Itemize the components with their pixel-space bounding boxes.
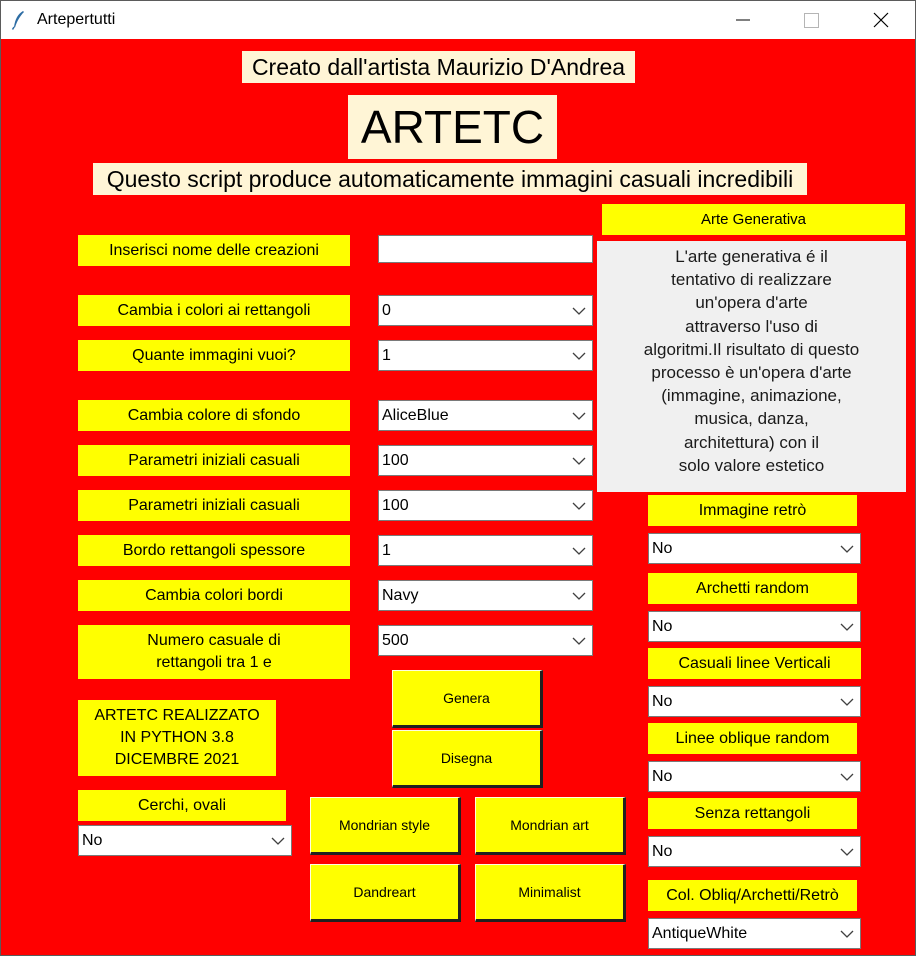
minimize-icon (719, 1, 765, 39)
close-button[interactable] (858, 1, 904, 39)
col-obliq-select[interactable] (648, 918, 861, 949)
numero-rettangoli-value: 500 (382, 631, 409, 649)
numero-rettangoli-label (78, 625, 350, 679)
credits-box (78, 700, 276, 776)
archetti-random-value: No (652, 617, 673, 635)
info-line: musica, danza, (694, 409, 809, 429)
close-icon (858, 1, 904, 39)
chevron-down-icon (837, 617, 857, 637)
nome-creazioni-input[interactable] (378, 235, 593, 263)
credits-line3: DICEMBRE 2021 (114, 751, 240, 768)
linee-verticali-label: Casuali linee Verticali (648, 648, 861, 679)
quante-immagini-label: Quante immagini vuoi? (78, 340, 350, 371)
numero-rettangoli-label-line1: Numero casuale di (147, 632, 281, 649)
info-line: attraverso l'uso di (685, 316, 818, 336)
nome-creazioni-label: Inserisci nome delle creazioni (78, 235, 350, 266)
chevron-down-icon (569, 586, 589, 606)
colore-sfondo-value: AliceBlue (382, 406, 449, 424)
info-line: processo è un'opera d'arte (651, 363, 852, 383)
parametri-iniziali-1-select[interactable] (378, 445, 593, 476)
main-area (1, 39, 915, 955)
linee-verticali-value: No (652, 692, 673, 710)
mondrian-art-button[interactable]: Mondrian art (475, 797, 626, 855)
chevron-down-icon (837, 539, 857, 559)
colore-sfondo-label: Cambia colore di sfondo (78, 400, 350, 431)
title-bar (1, 1, 915, 39)
window-title: Artepertutti (37, 11, 116, 28)
immagine-retro-label: Immagine retrò (648, 495, 857, 526)
maximize-icon (788, 1, 834, 39)
dandreart-button[interactable]: Dandreart (310, 864, 461, 922)
archetti-random-label: Archetti random (648, 573, 857, 604)
linee-oblique-label: Linee oblique random (648, 723, 857, 754)
chevron-down-icon (569, 541, 589, 561)
numero-rettangoli-label-line2: rettangoli tra 1 e (156, 654, 272, 671)
colori-rettangoli-select[interactable] (378, 295, 593, 326)
credits-line1: ARTETC REALIZZATO (94, 707, 260, 724)
col-obliq-label: Col. Obliq/Archetti/Retrò (648, 880, 857, 911)
genera-button[interactable]: Genera (392, 670, 543, 728)
chevron-down-icon (569, 631, 589, 651)
chevron-down-icon (268, 831, 288, 851)
tagline-heading: Questo script produce automaticamente immagini casuali incredibili (93, 163, 807, 195)
linee-verticali-select[interactable] (648, 686, 861, 717)
immagine-retro-value: No (652, 539, 673, 557)
chevron-down-icon (569, 496, 589, 516)
colori-bordi-select[interactable] (378, 580, 593, 611)
info-line: un'opera d'arte (695, 293, 808, 313)
chevron-down-icon (837, 767, 857, 787)
linee-oblique-select[interactable] (648, 761, 861, 792)
app-name-heading: ARTETC (348, 95, 557, 159)
info-line: L'arte generativa é il (675, 247, 828, 266)
arte-generativa-description (597, 241, 906, 492)
credits-line2: IN PYTHON 3.8 (120, 729, 234, 746)
immagine-retro-select[interactable] (648, 533, 861, 564)
bordo-spessore-select[interactable] (378, 535, 593, 566)
credit-heading: Creato dall'artista Maurizio D'Andrea (242, 51, 635, 83)
info-line: solo valore estetico (678, 455, 825, 475)
chevron-down-icon (837, 924, 857, 944)
cerchi-ovali-value: No (82, 831, 103, 849)
chevron-down-icon (569, 406, 589, 426)
maximize-button[interactable] (788, 1, 834, 39)
chevron-down-icon (569, 451, 589, 471)
feather-icon (11, 10, 27, 30)
info-line: algoritmi.Il risultato di questo (643, 339, 860, 359)
disegna-button[interactable]: Disegna (392, 730, 543, 788)
senza-rettangoli-value: No (652, 842, 673, 860)
linee-oblique-value: No (652, 767, 673, 785)
colori-bordi-label: Cambia colori bordi (78, 580, 350, 611)
chevron-down-icon (837, 842, 857, 862)
parametri-iniziali-1-value: 100 (382, 451, 409, 469)
bordo-spessore-label: Bordo rettangoli spessore (78, 535, 350, 566)
cerchi-ovali-label: Cerchi, ovali (78, 790, 286, 821)
colori-bordi-value: Navy (382, 586, 419, 604)
minimalist-button[interactable]: Minimalist (475, 864, 626, 922)
bordo-spessore-value: 1 (382, 541, 391, 559)
info-line: (immagine, animazione, (661, 386, 842, 406)
chevron-down-icon (569, 346, 589, 366)
colori-rettangoli-label: Cambia i colori ai rettangoli (78, 295, 350, 326)
info-line: tentativo di realizzare (671, 270, 832, 290)
quante-immagini-select[interactable] (378, 340, 593, 371)
chevron-down-icon (837, 692, 857, 712)
colori-rettangoli-value: 0 (382, 301, 391, 319)
minimize-button[interactable] (719, 1, 765, 39)
arte-generativa-title: Arte Generativa (602, 204, 905, 235)
senza-rettangoli-label: Senza rettangoli (648, 798, 857, 829)
archetti-random-select[interactable] (648, 611, 861, 642)
mondrian-style-button[interactable]: Mondrian style (310, 797, 461, 855)
numero-rettangoli-select[interactable] (378, 625, 593, 656)
senza-rettangoli-select[interactable] (648, 836, 861, 867)
info-line: architettura) con il (683, 432, 820, 452)
quante-immagini-value: 1 (382, 346, 391, 364)
parametri-iniziali-2-select[interactable] (378, 490, 593, 521)
parametri-iniziali-1-label: Parametri iniziali casuali (78, 445, 350, 476)
col-obliq-value: AntiqueWhite (652, 924, 748, 942)
colore-sfondo-select[interactable] (378, 400, 593, 431)
chevron-down-icon (569, 301, 589, 321)
parametri-iniziali-2-label: Parametri iniziali casuali (78, 490, 350, 521)
parametri-iniziali-2-value: 100 (382, 496, 409, 514)
cerchi-ovali-select[interactable] (78, 825, 292, 856)
